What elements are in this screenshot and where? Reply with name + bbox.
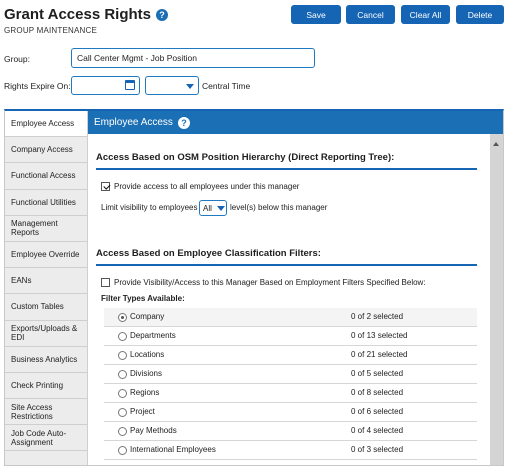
sidebar-item-check-printing[interactable]: Check Printing bbox=[5, 373, 87, 399]
chevron-down-icon bbox=[217, 206, 225, 211]
filter-row-regions[interactable] bbox=[104, 384, 477, 403]
filter-count: 0 of 4 selected bbox=[351, 426, 404, 435]
expire-label: Rights Expire On: bbox=[4, 81, 71, 91]
limit-suffix-label: level(s) below this manager bbox=[230, 203, 328, 212]
filter-row-international[interactable] bbox=[104, 441, 477, 460]
filter-count: 0 of 6 selected bbox=[351, 407, 404, 416]
filter-name: Regions bbox=[130, 388, 160, 397]
help-icon[interactable]: ? bbox=[156, 9, 168, 21]
sidebar-item-employee-override[interactable]: Employee Override bbox=[5, 242, 87, 268]
filter-types-label: Filter Types Available: bbox=[101, 294, 185, 303]
calendar-icon[interactable] bbox=[125, 80, 135, 90]
sidebar-item-company-access[interactable]: Company Access bbox=[5, 137, 87, 163]
help-icon[interactable]: ? bbox=[178, 117, 190, 129]
visibility-level-select[interactable] bbox=[199, 200, 227, 216]
filter-radio[interactable] bbox=[118, 427, 127, 436]
page-title bbox=[4, 6, 168, 23]
content-heading: Employee Access bbox=[94, 117, 173, 128]
expire-date-field[interactable] bbox=[71, 76, 140, 95]
filter-radio[interactable] bbox=[118, 408, 127, 417]
filter-name: Pay Methods bbox=[130, 426, 177, 435]
scrollbar[interactable] bbox=[490, 134, 503, 466]
section-divider bbox=[96, 264, 477, 266]
sidebar bbox=[5, 111, 88, 466]
sidebar-item-employee-access[interactable]: Employee Access bbox=[5, 111, 87, 137]
filter-name: Company bbox=[130, 312, 165, 321]
group-field-value: Call Center Mgmt - Job Position bbox=[77, 53, 197, 63]
filter-name: Project bbox=[130, 407, 155, 416]
sidebar-item-functional-access[interactable]: Functional Access bbox=[5, 163, 87, 189]
sidebar-item-site-access[interactable]: Site Access Restrictions bbox=[5, 399, 87, 425]
filter-row-departments[interactable] bbox=[104, 327, 477, 346]
visibility-level-value: All bbox=[203, 203, 212, 213]
filter-radio[interactable] bbox=[118, 351, 127, 360]
filter-name: Locations bbox=[130, 350, 165, 359]
filter-radio[interactable] bbox=[118, 313, 127, 322]
limit-prefix-label: Limit visibility to employees bbox=[101, 203, 198, 212]
sidebar-item-functional-utilities[interactable]: Functional Utilities bbox=[5, 190, 87, 216]
classification-section-title: Access Based on Employee Classification Filters: bbox=[96, 248, 321, 259]
sidebar-item-job-code[interactable]: Job Code Auto-Assignment bbox=[5, 425, 87, 451]
filter-count: 0 of 13 selected bbox=[351, 331, 408, 340]
sidebar-item-eans[interactable]: EANs bbox=[5, 268, 87, 294]
filter-count: 0 of 21 selected bbox=[351, 350, 408, 359]
expire-time-select[interactable] bbox=[145, 76, 199, 95]
sidebar-item-management-reports[interactable]: Management Reports bbox=[5, 216, 87, 242]
filter-radio[interactable] bbox=[118, 446, 127, 455]
chevron-down-icon bbox=[186, 84, 194, 89]
save-button[interactable]: Save bbox=[291, 5, 341, 24]
filter-count: 0 of 3 selected bbox=[351, 445, 404, 454]
filter-row-project[interactable] bbox=[104, 403, 477, 422]
scroll-up-icon[interactable] bbox=[493, 142, 499, 146]
provide-all-checkbox[interactable] bbox=[101, 182, 110, 191]
filter-count: 0 of 2 selected bbox=[351, 312, 404, 321]
sidebar-item-business-analytics[interactable]: Business Analytics bbox=[5, 347, 87, 373]
provide-filters-label: Provide Visibility/Access to this Manager Based on Employment Filters Specified Below: bbox=[114, 278, 426, 287]
provide-all-label: Provide access to all employees under this manager bbox=[114, 182, 300, 191]
group-label: Group: bbox=[4, 54, 30, 64]
filter-row-company[interactable] bbox=[104, 308, 477, 327]
page-title-text: Grant Access Rights bbox=[4, 6, 151, 23]
sidebar-item-exports-uploads[interactable]: Exports/Uploads & EDI bbox=[5, 321, 87, 347]
delete-button[interactable]: Delete bbox=[456, 5, 504, 24]
timezone-label: Central Time bbox=[202, 81, 251, 91]
filter-count: 0 of 5 selected bbox=[351, 369, 404, 378]
osm-section-title: Access Based on OSM Position Hierarchy (Direct Reporting Tree): bbox=[96, 152, 395, 163]
filter-row-divisions[interactable] bbox=[104, 365, 477, 384]
filter-count: 0 of 8 selected bbox=[351, 388, 404, 397]
filter-radio[interactable] bbox=[118, 389, 127, 398]
filter-name: Departments bbox=[130, 331, 176, 340]
filter-row-locations[interactable] bbox=[104, 346, 477, 365]
provide-filters-checkbox[interactable] bbox=[101, 278, 110, 287]
filter-row-pay-methods[interactable] bbox=[104, 422, 477, 441]
group-field[interactable] bbox=[71, 48, 315, 68]
section-divider bbox=[96, 168, 477, 170]
sidebar-item-custom-tables[interactable]: Custom Tables bbox=[5, 294, 87, 320]
filter-radio[interactable] bbox=[118, 332, 127, 341]
clear-all-button[interactable]: Clear All bbox=[401, 5, 450, 24]
filter-name: Divisions bbox=[130, 369, 163, 378]
cancel-button[interactable]: Cancel bbox=[346, 5, 395, 24]
filter-radio[interactable] bbox=[118, 370, 127, 379]
page-subtitle: GROUP MAINTENANCE bbox=[4, 26, 98, 35]
filter-name: International Employees bbox=[130, 445, 216, 454]
content-header bbox=[88, 111, 503, 134]
